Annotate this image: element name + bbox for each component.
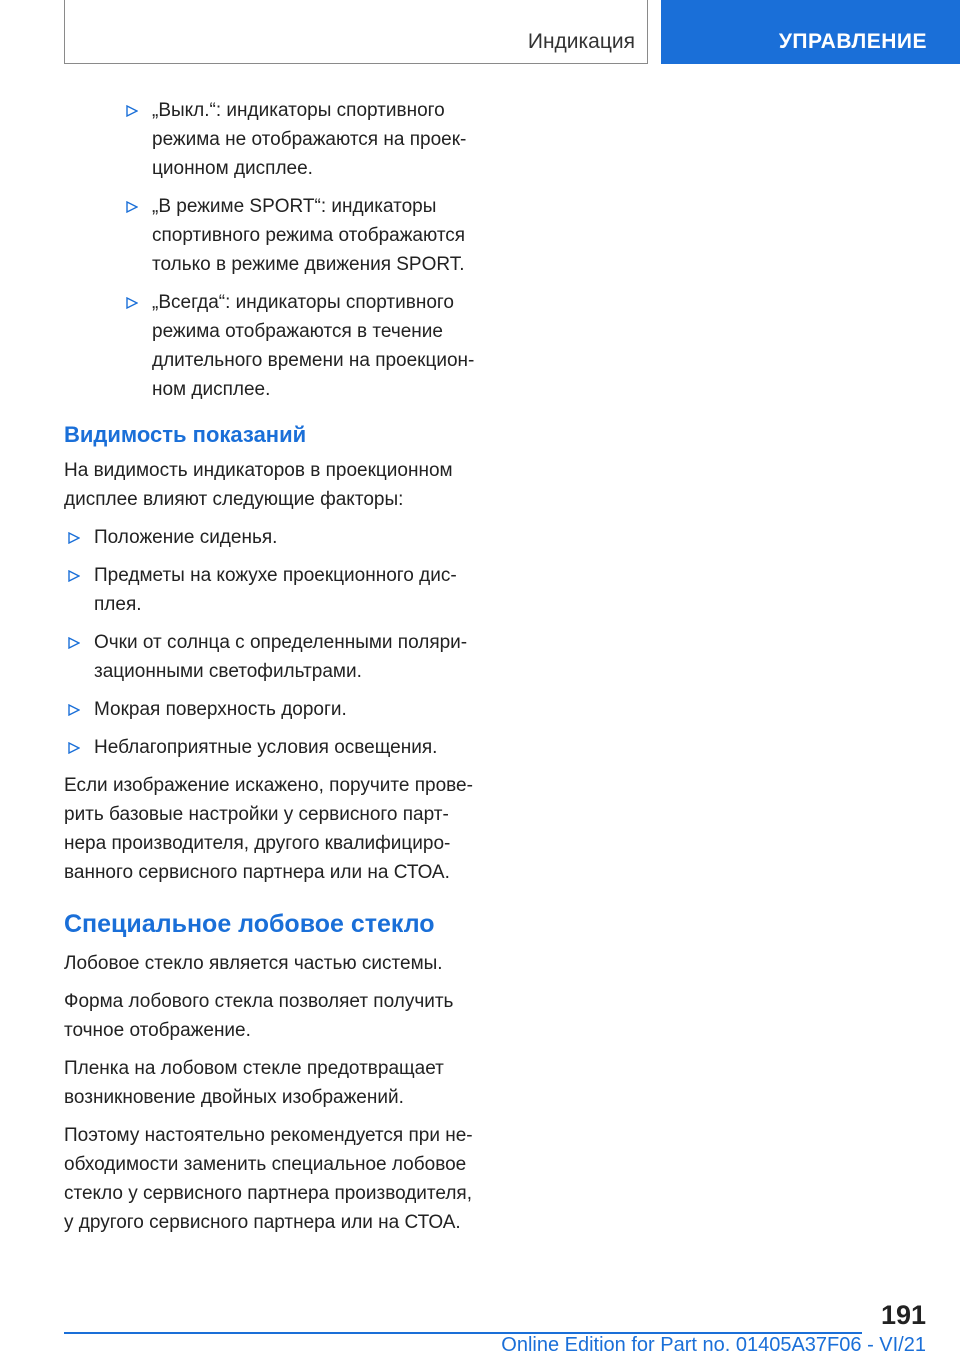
page-number: 191 <box>880 1300 926 1330</box>
triangle-right-icon <box>68 570 80 582</box>
visibility-heading: Видимость показаний <box>64 422 307 447</box>
triangle-right-icon <box>68 704 80 716</box>
windshield-paragraph: Лобовое стекло является частью системы. <box>64 953 443 974</box>
list-item-text: „В режиме SPORT“: индикаторы спортивного режима отображаются только в режиме движения SPORT. <box>152 196 466 275</box>
page-content <box>64 96 484 1246</box>
triangle-right-icon <box>126 105 138 117</box>
list-item <box>64 733 484 762</box>
list-item <box>122 288 484 404</box>
triangle-right-icon <box>68 742 80 754</box>
list-item <box>122 96 484 183</box>
list-item-text: Положение сиденья. <box>94 527 278 548</box>
visibility-intro: На видимость индикаторов в проекционном дисплее влияют следующие факторы: <box>64 460 453 510</box>
list-item-text: Предметы на кожухе проекционного дис-плея. <box>94 565 457 615</box>
triangle-right-icon <box>68 637 80 649</box>
list-item-text: „Всегда“: индикаторы спортивного режима отображаются в течение длительного времени на проекцион-ном дисплее. <box>152 292 475 400</box>
visibility-factors-list <box>64 523 484 762</box>
visibility-note: Если изображение искажено, поручите прове-рить базовые настройки у сервисного парт-нера производителя, другого квалифициро-ванного сервисного партнера или на СТОА. <box>64 775 473 883</box>
windshield-paragraph: Пленка на лобовом стекле предотвращает возникновение двойных изображений. <box>64 1058 444 1108</box>
chapter-tab[interactable] <box>661 0 960 64</box>
triangle-right-icon <box>68 532 80 544</box>
windshield-heading: Специальное лобовое стекло <box>64 910 435 938</box>
list-item <box>122 192 484 279</box>
sport-mode-options-list <box>64 96 484 404</box>
list-item <box>64 523 484 552</box>
windshield-paragraph: Форма лобового стекла позволяет получить точное отображение. <box>64 991 454 1041</box>
list-item-text: „Выкл.“: индикаторы спортивного режима не отображаются на проек-ционном дисплее. <box>152 100 467 179</box>
windshield-paragraph: Поэтому настоятельно рекомендуется при не-обходимости заменить специальное лобовое стекло у сервисного партнера производителя, у другого сервисного партнера или на СТОА. <box>64 1125 473 1233</box>
list-item-text: Неблагоприятные условия освещения. <box>94 737 438 758</box>
triangle-right-icon <box>126 201 138 213</box>
list-item-text: Мокрая поверхность дороги. <box>94 699 347 720</box>
header-frame <box>64 0 648 64</box>
list-item <box>64 628 484 686</box>
list-item-text: Очки от солнца с определенными поляри-зационными светофильтрами. <box>94 632 468 682</box>
list-item <box>64 561 484 619</box>
edition-footer: Online Edition for Part no. 01405A37F06 - VI/21 <box>501 1334 926 1356</box>
triangle-right-icon <box>126 297 138 309</box>
list-item <box>64 695 484 724</box>
chapter-tab-label: УПРАВЛЕНИЕ <box>778 30 927 53</box>
section-title: Индикация <box>527 30 635 53</box>
